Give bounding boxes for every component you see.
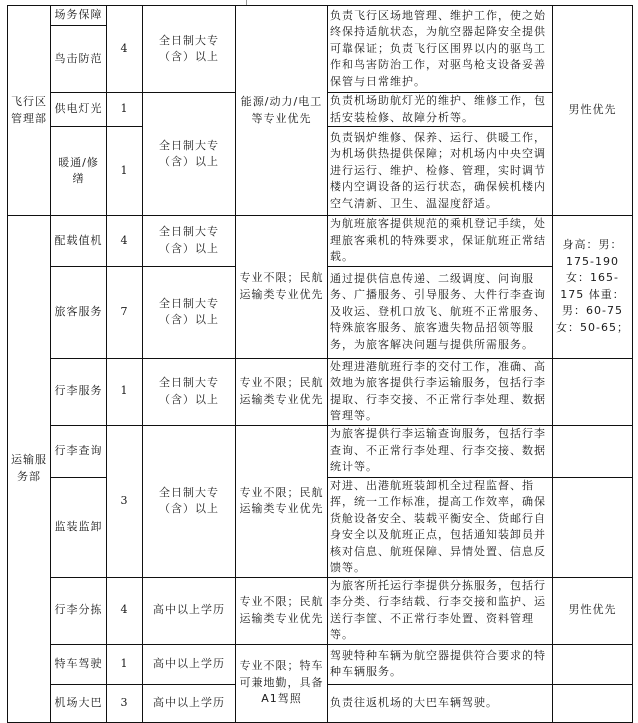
education-cell: 全日制大专（含）以上 <box>143 358 236 425</box>
count-cell: 4 <box>107 6 143 93</box>
table-row <box>8 358 633 425</box>
position-cell: 场务保障 <box>51 6 107 26</box>
count-cell: 3 <box>107 425 143 577</box>
position-cell: 供电灯光 <box>51 93 107 127</box>
table-row <box>8 644 633 684</box>
major-cell: 专业不限；民航运输类专业优先 <box>236 425 328 577</box>
other-requirements-cell: 身高：男：175-190 女：165-175 体重：男：60-75 女：50-65； <box>553 216 633 359</box>
duty-cell: 处理进港航班行李的交付工作，准确、高效地为旅客提供行李运输服务，包括行李提取、行李交接、不正常行李处理、数据管理等。 <box>328 358 553 425</box>
position-cell: 特车驾驶 <box>51 644 107 684</box>
major-cell: 专业不限；民航运输类专业优先 <box>236 577 328 644</box>
major-cell: 专业不限；民航运输类专业优先 <box>236 358 328 425</box>
position-cell: 行李查询 <box>51 425 107 477</box>
education-cell: 全日制大专（含）以上 <box>143 216 236 267</box>
position-cell: 行李分拣 <box>51 577 107 644</box>
position-cell: 监装监卸 <box>51 477 107 577</box>
table-row <box>8 577 633 644</box>
duty-cell: 为旅客所托运行李提供分拣服务，包括行李分类、行李结载、行李交接和监护、运送行李筐、不正常行李处置、资料管理等。 <box>328 577 553 644</box>
duty-cell: 为航班旅客提供规范的乘机登记手续，处理旅客乘机的特殊要求，保证航班正常结载。 <box>328 216 553 267</box>
other-requirements-cell: 男性优先 <box>553 6 633 216</box>
table-row <box>8 6 633 26</box>
position-cell: 旅客服务 <box>51 266 107 358</box>
duty-cell: 负责往返机场的大巴车辆驾驶。 <box>328 684 553 722</box>
department-cell: 飞行区管理部 <box>8 6 51 216</box>
duty-cell: 通过提供信息传递、二级调度、问询服务、广播服务、引导服务、大件行李查询及收运、登机口放飞、航班不正常服务、特殊旅客服务、旅客遗失物品招领等服务，为旅客解决问题与提供所需服务。 <box>328 266 553 358</box>
table-row <box>8 216 633 267</box>
count-cell: 1 <box>107 358 143 425</box>
major-cell: 专业不限；特车可兼地勤，具备A1驾照 <box>236 644 328 722</box>
duty-cell: 负责锅炉维修、保养、运行、供暖工作，为机场供热提供保障；对机场内中央空调进行运行、维护、检修、管理，实时调节楼内空调设备的运行状态，确保候机楼内空气清新、卫生、温湿度舒适。 <box>328 127 553 216</box>
other-requirements-cell: 男性优先 <box>553 577 633 644</box>
education-cell: 高中以上学历 <box>143 684 236 722</box>
duty-cell: 驾驶特种车辆为航空器提供符合要求的特种车辆服务。 <box>328 644 553 684</box>
department-cell: 运输服务部 <box>8 216 51 723</box>
other-requirements-cell <box>553 358 633 425</box>
job-positions-table <box>7 5 633 723</box>
count-cell: 1 <box>107 93 143 127</box>
other-requirements-cell <box>553 644 633 684</box>
position-cell: 鸟击防范 <box>51 26 107 93</box>
position-cell: 配载值机 <box>51 216 107 267</box>
count-cell: 7 <box>107 266 143 358</box>
education-cell: 全日制大专（含）以上 <box>143 93 236 216</box>
count-cell: 4 <box>107 577 143 644</box>
other-requirements-cell <box>553 684 633 722</box>
education-cell: 高中以上学历 <box>143 577 236 644</box>
other-requirements-cell <box>553 425 633 477</box>
education-cell: 全日制大专（含）以上 <box>143 266 236 358</box>
duty-cell: 负责机场助航灯光的维护、维修工作，包括安装检修、故障分析等。 <box>328 93 553 127</box>
education-cell: 全日制大专（含）以上 <box>143 6 236 93</box>
count-cell: 4 <box>107 216 143 267</box>
duty-cell: 为旅客提供行李运输查询服务，包括行李查询、不正常行李处理、行李交接、数据统计等。 <box>328 425 553 477</box>
position-cell: 暖通/修缮 <box>51 127 107 216</box>
table-row <box>8 425 633 477</box>
duty-cell: 对进、出港航班装卸机全过程监督、指挥，统一工作标准，提高工作效率，确保货舱设备安全、装载平衡安全、货邮行自身安全以及航班正点，包括通知装卸员并核对信息、航班保障、异情处置、信息反馈等。 <box>328 477 553 577</box>
education-cell: 全日制大专（含）以上 <box>143 425 236 577</box>
major-cell: 能源/动力/电工等专业优先 <box>236 6 328 216</box>
major-cell: 专业不限；民航运输类专业优先 <box>236 216 328 359</box>
other-requirements-cell <box>553 477 633 577</box>
duty-cell: 负责飞行区场地管理、维护工作，使之始终保持适航状态，为航空器起降安全提供可靠保证；负责飞行区围界以内的驱鸟工作和鸟害防治工作，对驱鸟枪支设备妥善保管与日常维护。 <box>328 6 553 93</box>
count-cell: 1 <box>107 644 143 684</box>
position-cell: 行李服务 <box>51 358 107 425</box>
count-cell: 1 <box>107 127 143 216</box>
position-cell: 机场大巴 <box>51 684 107 722</box>
count-cell: 3 <box>107 684 143 722</box>
education-cell: 高中以上学历 <box>143 644 236 684</box>
